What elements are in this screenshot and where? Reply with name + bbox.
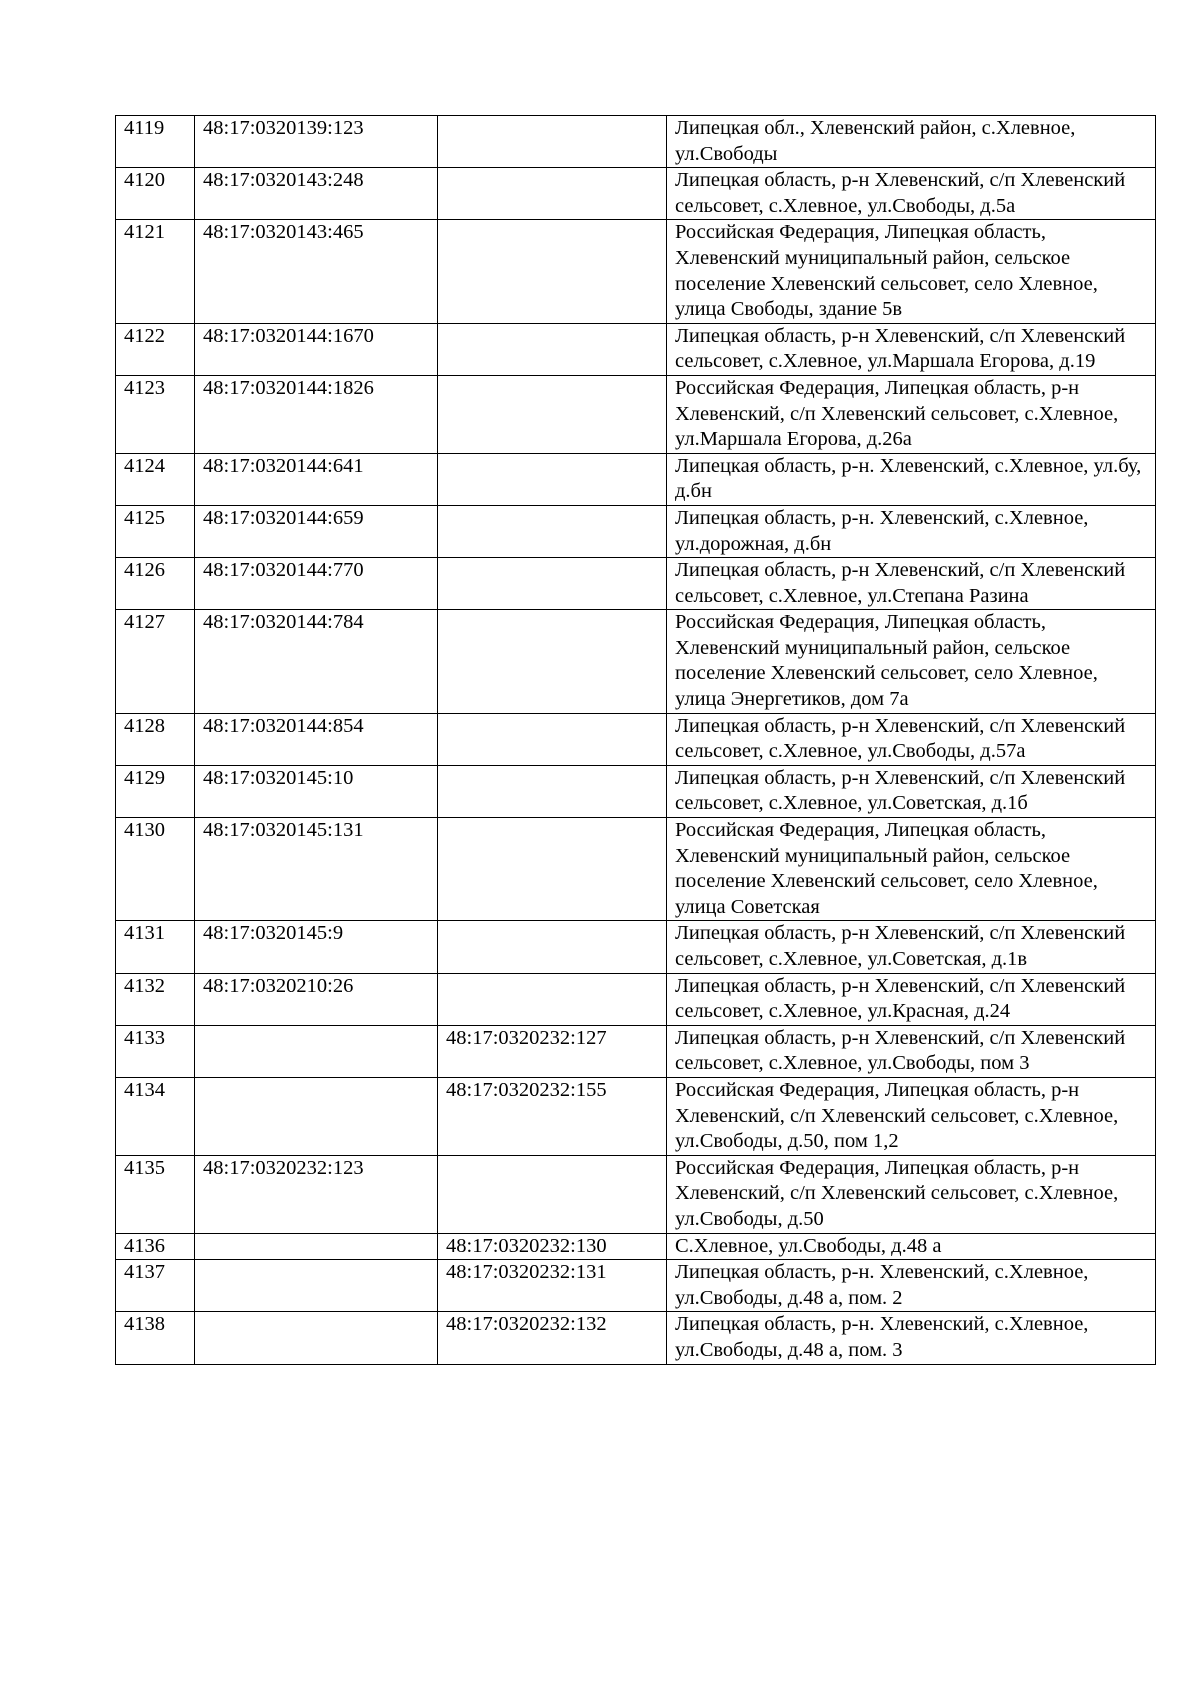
table-row xyxy=(116,1312,1156,1364)
cadastral-number-cell xyxy=(195,1025,438,1077)
address-cell: Липецкая область, р-н Хлевенский, с/п Хлевенский сельсовет, с.Хлевное, ул.Свободы, д.5а xyxy=(667,168,1156,220)
row-number-cell: 4126 xyxy=(116,558,195,610)
row-number-cell: 4134 xyxy=(116,1077,195,1155)
table-row xyxy=(116,765,1156,817)
premises-cadastral-number-cell xyxy=(438,375,667,453)
address-cell: Липецкая область, р-н Хлевенский, с/п Хлевенский сельсовет, с.Хлевное, ул.Советская, д.1в xyxy=(667,921,1156,973)
premises-cadastral-number-cell xyxy=(438,323,667,375)
row-number-cell: 4122 xyxy=(116,323,195,375)
address-cell: Липецкая область, р-н. Хлевенский, с.Хлевное, ул.Свободы, д.48 а, пом. 2 xyxy=(667,1260,1156,1312)
table-row xyxy=(116,168,1156,220)
address-cell: Российская Федерация, Липецкая область, Хлевенский муниципальный район, сельское поселение Хлевенский сельсовет, село Хлевное, улица Энергетиков, дом 7а xyxy=(667,610,1156,713)
address-cell: Российская Федерация, Липецкая область, Хлевенский муниципальный район, сельское поселение Хлевенский сельсовет, село Хлевное, улица Свободы, здание 5в xyxy=(667,220,1156,323)
row-number-cell: 4135 xyxy=(116,1155,195,1233)
table-row xyxy=(116,1025,1156,1077)
row-number-cell: 4124 xyxy=(116,453,195,505)
cadastral-number-cell: 48:17:0320210:26 xyxy=(195,973,438,1025)
premises-cadastral-number-cell xyxy=(438,713,667,765)
cadastral-number-cell: 48:17:0320144:1826 xyxy=(195,375,438,453)
premises-cadastral-number-cell: 48:17:0320232:130 xyxy=(438,1233,667,1260)
address-cell: Липецкая область, р-н Хлевенский, с/п Хлевенский сельсовет, с.Хлевное, ул.Свободы, д.57а xyxy=(667,713,1156,765)
table-row xyxy=(116,610,1156,713)
premises-cadastral-number-cell xyxy=(438,168,667,220)
row-number-cell: 4120 xyxy=(116,168,195,220)
address-cell: Российская Федерация, Липецкая область, р-н Хлевенский, с/п Хлевенский сельсовет, с.Хлевное, ул.Маршала Егорова, д.26а xyxy=(667,375,1156,453)
premises-cadastral-number-cell: 48:17:0320232:132 xyxy=(438,1312,667,1364)
row-number-cell: 4129 xyxy=(116,765,195,817)
cadastral-number-cell xyxy=(195,1312,438,1364)
table-row xyxy=(116,220,1156,323)
address-cell: С.Хлевное, ул.Свободы, д.48 а xyxy=(667,1233,1156,1260)
row-number-cell: 4131 xyxy=(116,921,195,973)
premises-cadastral-number-cell xyxy=(438,220,667,323)
cadastral-number-cell: 48:17:0320144:1670 xyxy=(195,323,438,375)
table-row xyxy=(116,1077,1156,1155)
cadastral-number-cell: 48:17:0320143:248 xyxy=(195,168,438,220)
row-number-cell: 4121 xyxy=(116,220,195,323)
cadastral-number-cell: 48:17:0320144:770 xyxy=(195,558,438,610)
address-cell: Липецкая область, р-н Хлевенский, с/п Хлевенский сельсовет, с.Хлевное, ул.Степана Разина xyxy=(667,558,1156,610)
table-row xyxy=(116,116,1156,168)
cadastral-number-cell: 48:17:0320144:854 xyxy=(195,713,438,765)
row-number-cell: 4127 xyxy=(116,610,195,713)
cadastral-number-cell: 48:17:0320232:123 xyxy=(195,1155,438,1233)
premises-cadastral-number-cell xyxy=(438,558,667,610)
premises-cadastral-number-cell: 48:17:0320232:131 xyxy=(438,1260,667,1312)
address-cell: Липецкая обл., Хлевенский район, с.Хлевное, ул.Свободы xyxy=(667,116,1156,168)
premises-cadastral-number-cell xyxy=(438,610,667,713)
address-cell: Липецкая область, р-н. Хлевенский, с.Хлевное, ул.бу, д.бн xyxy=(667,453,1156,505)
row-number-cell: 4137 xyxy=(116,1260,195,1312)
table-row xyxy=(116,973,1156,1025)
table-row xyxy=(116,453,1156,505)
table-row xyxy=(116,1155,1156,1233)
table-row xyxy=(116,1260,1156,1312)
row-number-cell: 4128 xyxy=(116,713,195,765)
table-row xyxy=(116,921,1156,973)
address-cell: Липецкая область, р-н Хлевенский, с/п Хлевенский сельсовет, с.Хлевное, ул.Свободы, пом 3 xyxy=(667,1025,1156,1077)
premises-cadastral-number-cell xyxy=(438,973,667,1025)
row-number-cell: 4130 xyxy=(116,818,195,921)
address-cell: Липецкая область, р-н Хлевенский, с/п Хлевенский сельсовет, с.Хлевное, ул.Маршала Егорова, д.19 xyxy=(667,323,1156,375)
cadastral-number-cell: 48:17:0320145:9 xyxy=(195,921,438,973)
cadastral-number-cell xyxy=(195,1260,438,1312)
cadastral-number-cell xyxy=(195,1233,438,1260)
premises-cadastral-number-cell xyxy=(438,818,667,921)
row-number-cell: 4125 xyxy=(116,505,195,557)
cadastral-number-cell: 48:17:0320144:659 xyxy=(195,505,438,557)
table-row xyxy=(116,323,1156,375)
table-row xyxy=(116,558,1156,610)
cadastral-number-cell: 48:17:0320145:10 xyxy=(195,765,438,817)
premises-cadastral-number-cell: 48:17:0320232:155 xyxy=(438,1077,667,1155)
premises-cadastral-number-cell xyxy=(438,1155,667,1233)
premises-cadastral-number-cell xyxy=(438,505,667,557)
cadastral-number-cell: 48:17:0320144:784 xyxy=(195,610,438,713)
address-cell: Российская Федерация, Липецкая область, Хлевенский муниципальный район, сельское поселение Хлевенский сельсовет, село Хлевное, улица Советская xyxy=(667,818,1156,921)
registry-table-body xyxy=(116,116,1156,1365)
table-row xyxy=(116,375,1156,453)
cadastral-number-cell: 48:17:0320139:123 xyxy=(195,116,438,168)
property-registry-table xyxy=(115,115,1156,1365)
premises-cadastral-number-cell xyxy=(438,453,667,505)
cadastral-number-cell: 48:17:0320144:641 xyxy=(195,453,438,505)
premises-cadastral-number-cell: 48:17:0320232:127 xyxy=(438,1025,667,1077)
table-row xyxy=(116,818,1156,921)
row-number-cell: 4138 xyxy=(116,1312,195,1364)
address-cell: Липецкая область, р-н Хлевенский, с/п Хлевенский сельсовет, с.Хлевное, ул.Красная, д.24 xyxy=(667,973,1156,1025)
table-row xyxy=(116,1233,1156,1260)
address-cell: Липецкая область, р-н Хлевенский, с/п Хлевенский сельсовет, с.Хлевное, ул.Советская, д.1б xyxy=(667,765,1156,817)
row-number-cell: 4123 xyxy=(116,375,195,453)
table-row xyxy=(116,505,1156,557)
row-number-cell: 4136 xyxy=(116,1233,195,1260)
address-cell: Липецкая область, р-н. Хлевенский, с.Хлевное, ул.дорожная, д.бн xyxy=(667,505,1156,557)
address-cell: Российская Федерация, Липецкая область, р-н Хлевенский, с/п Хлевенский сельсовет, с.Хлевное, ул.Свободы, д.50 xyxy=(667,1155,1156,1233)
table-row xyxy=(116,713,1156,765)
premises-cadastral-number-cell xyxy=(438,765,667,817)
address-cell: Российская Федерация, Липецкая область, р-н Хлевенский, с/п Хлевенский сельсовет, с.Хлевное, ул.Свободы, д.50, пом 1,2 xyxy=(667,1077,1156,1155)
row-number-cell: 4119 xyxy=(116,116,195,168)
cadastral-number-cell: 48:17:0320145:131 xyxy=(195,818,438,921)
cadastral-number-cell: 48:17:0320143:465 xyxy=(195,220,438,323)
cadastral-number-cell xyxy=(195,1077,438,1155)
premises-cadastral-number-cell xyxy=(438,116,667,168)
premises-cadastral-number-cell xyxy=(438,921,667,973)
row-number-cell: 4132 xyxy=(116,973,195,1025)
address-cell: Липецкая область, р-н. Хлевенский, с.Хлевное, ул.Свободы, д.48 а, пом. 3 xyxy=(667,1312,1156,1364)
row-number-cell: 4133 xyxy=(116,1025,195,1077)
